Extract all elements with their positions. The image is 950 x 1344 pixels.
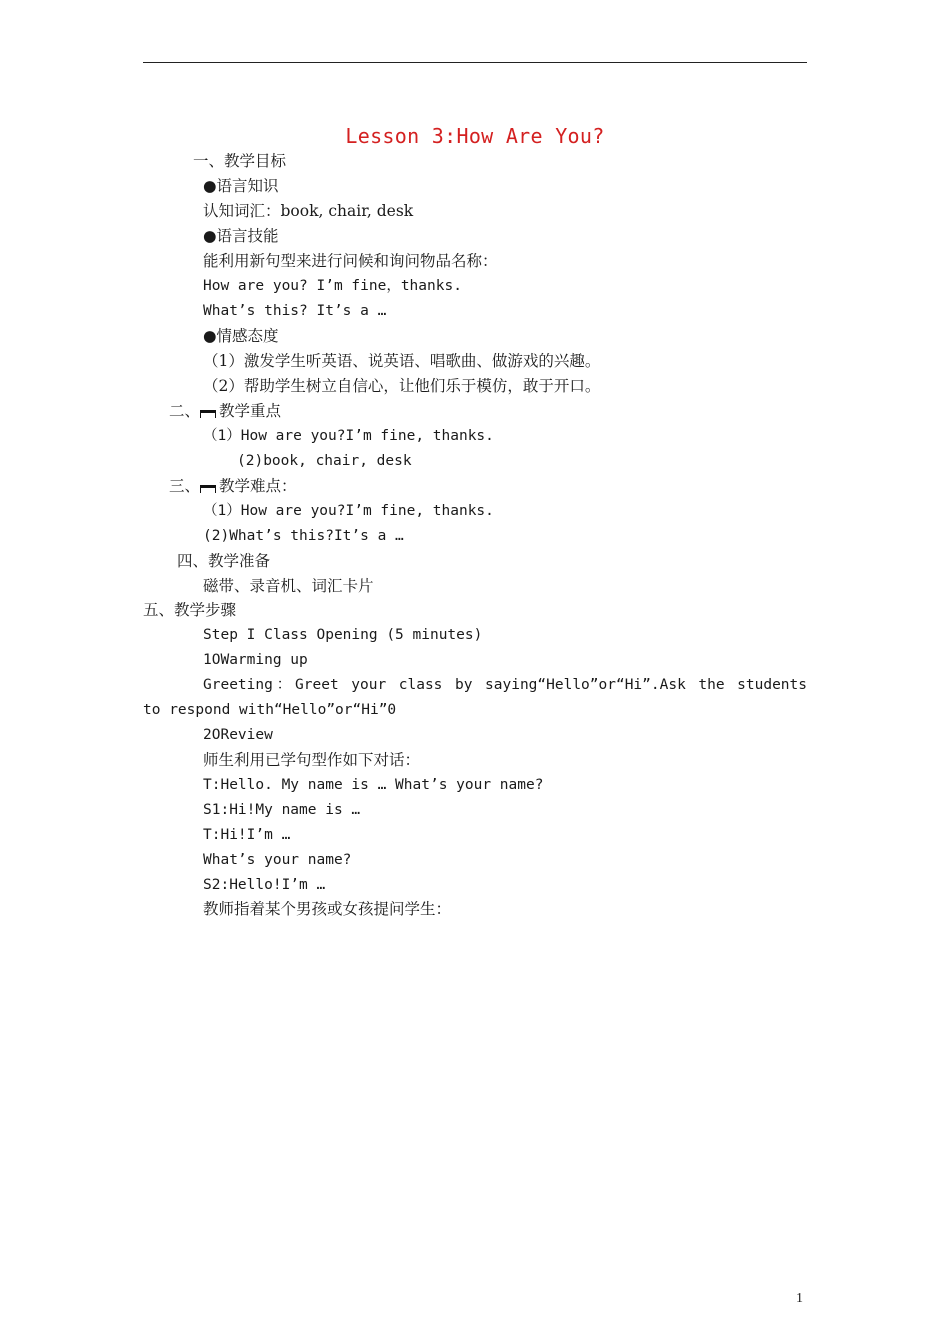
scan-mark-icon: [200, 410, 216, 418]
dialog-intro: 师生利用已学句型作如下对话：: [203, 751, 421, 769]
greeting-line-1: Greeting：Greet your class by saying“Hello”or“Hi”.Ask the students: [203, 677, 807, 693]
bullet-language-skills: ●语言技能: [203, 227, 279, 245]
difficulty-1: （1）How are you?I’m fine, thanks.: [203, 503, 494, 519]
scan-mark-icon: [200, 485, 216, 493]
dialog-student-2: S2:Hello!I’m …: [203, 877, 326, 893]
review-heading: 2OReview: [203, 727, 273, 743]
lesson-title: Lesson 3:How Are You?: [345, 124, 605, 148]
page-number: 1: [796, 1291, 803, 1306]
section-steps: 五、教学步骤: [143, 601, 237, 619]
section-objectives: 一、教学目标: [193, 152, 287, 170]
skills-description: 能利用新句型来进行问候和询问物品名称：: [203, 252, 498, 270]
section-preparation: 四、教学准备: [177, 552, 271, 570]
sentence-whats-this: What’s this? It’s a …: [203, 303, 387, 319]
greeting-line-2: to respond with“Hello”or“Hi”0: [143, 702, 397, 718]
warming-up: 1OWarming up: [203, 652, 308, 668]
vocabulary-line: 认知词汇：book, chair, desk: [203, 202, 414, 220]
section-difficulties: 三、 教学难点：: [169, 477, 297, 495]
header-rule: [143, 62, 807, 63]
attitude-item-2: （2）帮助学生树立自信心，让他们乐于模仿，敢于开口。: [203, 377, 601, 395]
difficulty-2: (2)What’s this?It’s a …: [203, 528, 404, 544]
step-1-heading: Step I Class Opening (5 minutes): [203, 627, 483, 643]
dialog-teacher-3: What’s your name?: [203, 852, 352, 868]
preparation-items: 磁带、录音机、词汇卡片: [203, 577, 374, 595]
bullet-attitude: ●情感态度: [203, 327, 279, 345]
dialog-teacher-2: T:Hi!I’m …: [203, 827, 291, 843]
key-point-1: （1）How are you?I’m fine, thanks.: [203, 428, 494, 444]
teacher-instruction: 教师指着某个男孩或女孩提问学生：: [203, 900, 452, 918]
dialog-student-1: S1:Hi!My name is …: [203, 802, 361, 818]
dialog-teacher-1: T:Hello. My name is … What’s your name?: [203, 777, 544, 793]
key-point-2: (2)book, chair, desk: [237, 453, 412, 469]
sentence-how-are-you: How are you? I’m fine，thanks.: [203, 278, 462, 294]
bullet-language-knowledge: ●语言知识: [203, 177, 279, 195]
attitude-item-1: （1）激发学生听英语、说英语、唱歌曲、做游戏的兴趣。: [203, 352, 601, 370]
section-key-points: 二、 教学重点: [169, 402, 282, 420]
